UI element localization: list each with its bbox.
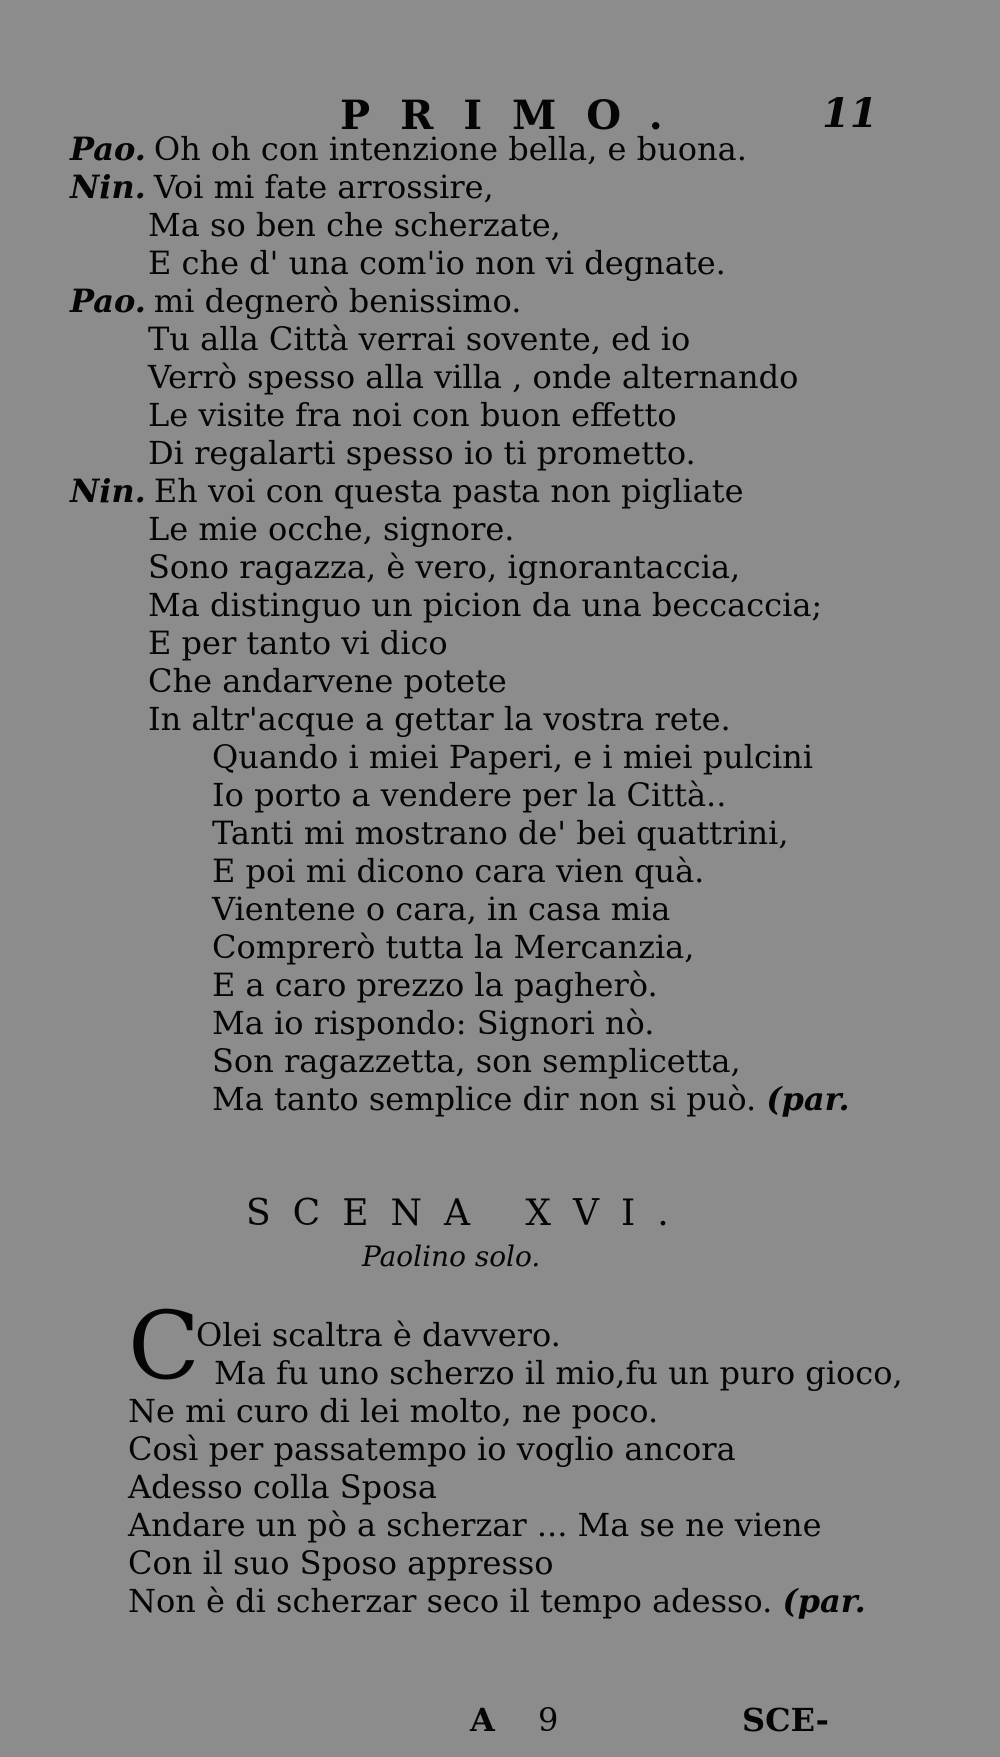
line-text: Non è di scherzar seco il tempo adesso. <box>128 1582 773 1620</box>
aria-line <box>212 1080 850 1118</box>
line-text: Ma tanto semplice dir non si può. <box>212 1080 757 1118</box>
aria-line: E poi mi dicono cara vien quà. <box>212 852 705 890</box>
dialogue-line <box>70 130 747 168</box>
dialogue-line <box>148 434 696 472</box>
dialogue-line <box>148 548 740 586</box>
dialogue-line <box>148 320 690 358</box>
line-text: Voi mi fate arrossire, <box>153 168 494 206</box>
speaker-label: Nin. <box>70 472 146 510</box>
line-text: Tu alla Città verrai sovente, ed io <box>148 320 691 358</box>
line-text: Che andarvene potete <box>148 662 507 700</box>
dialogue-line <box>148 624 448 662</box>
line-text: Ma so ben che scherzate, <box>148 206 561 244</box>
line-text: E per tanto vi dico <box>148 624 448 662</box>
line-text: Ma distinguo un picion da una beccaccia; <box>148 586 823 624</box>
line-text: Le mie ocche, signore. <box>148 510 515 548</box>
scene-title: SCENA XVI. <box>246 1193 691 1234</box>
page-number: 11 <box>822 90 878 137</box>
scene-line: Così per passatempo io voglio ancora <box>128 1430 736 1468</box>
scene-line: Ma fu uno scherzo il mio,fu un puro gioco, <box>214 1354 903 1392</box>
stage-direction: (par. <box>782 1582 866 1620</box>
line-text: Verrò spesso alla villa , onde alternando <box>148 358 799 396</box>
line-text: mi degnerò benissimo. <box>153 282 522 320</box>
dialogue-line <box>148 244 726 282</box>
signature-mark: A <box>470 1701 495 1739</box>
line-text: Sono ragazza, è vero, ignorantaccia, <box>148 548 741 586</box>
line-text: In altr'acque a gettar la vostra rete. <box>148 700 731 738</box>
dialogue-line <box>148 206 561 244</box>
stage-direction: (par. <box>766 1080 850 1118</box>
scene-line: Adesso colla Sposa <box>128 1468 437 1506</box>
dialogue-line <box>148 396 677 434</box>
running-head: PRIMO. <box>340 92 693 139</box>
aria-line: Io porto a vendere per la Città.. <box>212 776 727 814</box>
dialogue-line <box>148 700 731 738</box>
aria-line: Comprerò tutta la Mercanzia, <box>212 928 695 966</box>
dialogue-line <box>70 168 494 206</box>
aria-line: Tanti mi mostrano de' bei quattrini, <box>212 814 789 852</box>
dialogue-line <box>148 662 507 700</box>
scene-subtitle: Paolino solo. <box>362 1240 541 1273</box>
catchword: SCE- <box>742 1701 829 1739</box>
dialogue-line <box>148 358 798 396</box>
scene-line: Andare un pò a scherzar ... Ma se ne viene <box>128 1506 822 1544</box>
line-text: Di regalarti spesso io ti prometto. <box>148 434 696 472</box>
aria-line: E a caro prezzo la pagherò. <box>212 966 658 1004</box>
signature-number: 9 <box>538 1701 559 1739</box>
dialogue-line <box>70 472 744 510</box>
scene-line: Con il suo Sposo appresso <box>128 1544 554 1582</box>
line-text: Oh oh con intenzione bella, e buona. <box>153 130 747 168</box>
speaker-label: Pao. <box>70 130 146 168</box>
speaker-label: Nin. <box>70 168 146 206</box>
dialogue-line <box>148 510 514 548</box>
aria-line: Ma io rispondo: Signori nò. <box>212 1004 655 1042</box>
line-text: Le visite fra noi con buon effetto <box>148 396 677 434</box>
drop-cap: C <box>128 1292 200 1401</box>
scene-line: Olei scaltra è davvero. <box>196 1316 561 1354</box>
aria-line: Son ragazzetta, son semplicetta, <box>212 1042 741 1080</box>
dialogue-line <box>148 586 822 624</box>
line-text: Eh voi con questa pasta non pigliate <box>153 472 744 510</box>
dialogue-line <box>70 282 521 320</box>
line-text: E che d' una com'io non vi degnate. <box>148 244 726 282</box>
scene-line: Ne mi curo di lei molto, ne poco. <box>128 1392 659 1430</box>
aria-line: Vientene o cara, in casa mia <box>212 890 671 928</box>
aria-line: Quando i miei Paperi, e i miei pulcini <box>212 738 814 776</box>
scene-line <box>128 1582 866 1620</box>
speaker-label: Pao. <box>70 282 146 320</box>
